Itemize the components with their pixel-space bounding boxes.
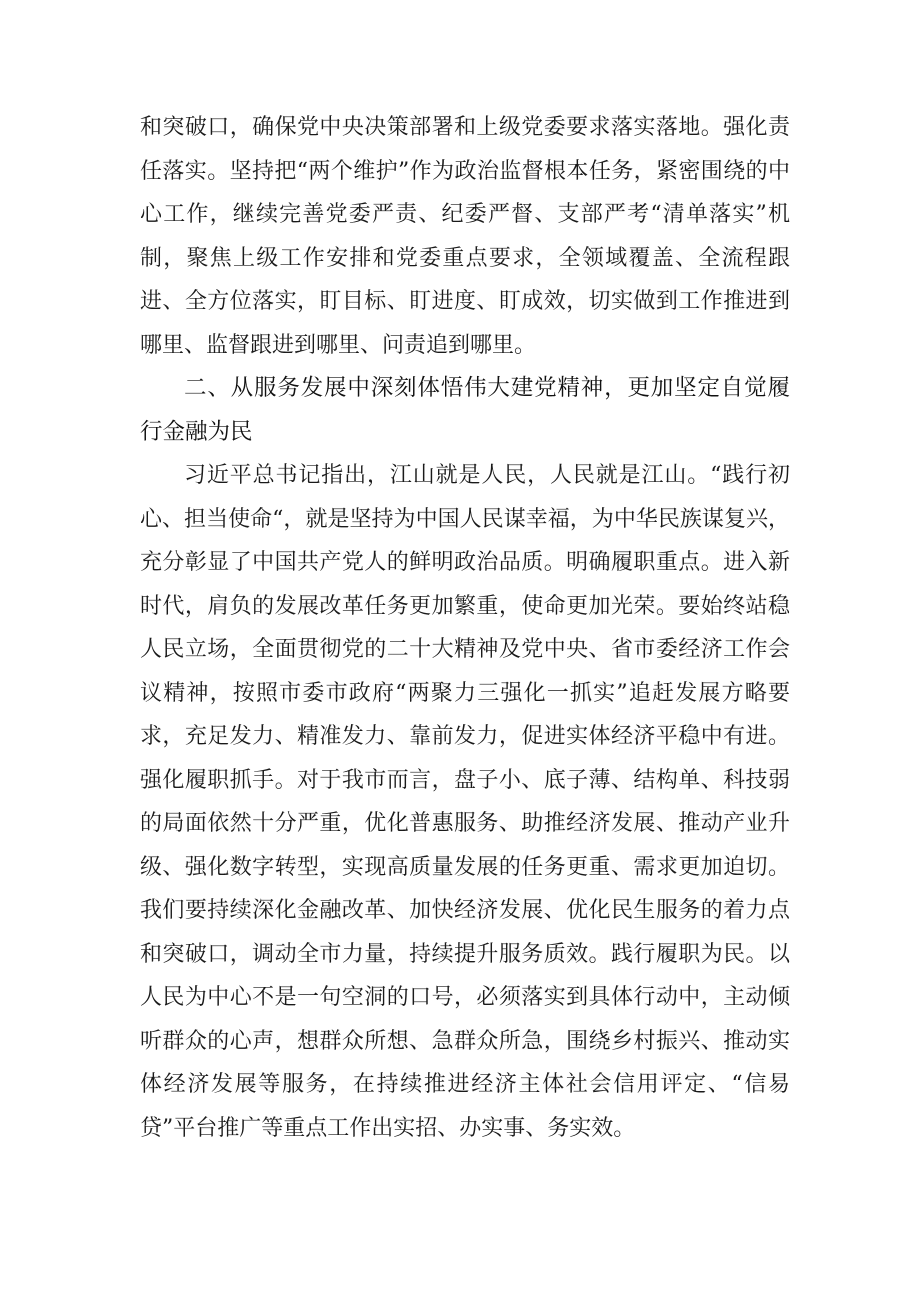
document-body: [140, 106, 790, 1150]
body-paragraph-continued: 和突破口，确保党中央决策部署和上级党委要求落实落地。强化责任落实。坚持把“两个维护”作为政治监督根本任务，紧密围绕的中心工作，继续完善党委严责、纪委严督、支部严考“清单落实”机制，聚焦上级工作安排和党委重点要求，全领域覆盖、全流程跟进、全方位落实，盯目标、盯进度、盯成效，切实做到工作推进到哪里、监督跟进到哪里、问责追到哪里。: [140, 115, 790, 358]
body-paragraph: 习近平总书记指出，江山就是人民，人民就是江山。“践行初心、担当使命“，就是坚持为中国人民谋幸福，为中华民族谋复兴，充分彰显了中国共产党人的鲜明政治品质。明确履职重点。进入新时代，肩负的发展改革任务更加繁重，使命更加光荣。要始终站稳人民立场，全面贯彻党的二十大精神及党中央、省市委经济工作会议精神，按照市委市政府“两聚力三强化一抓实”追赶发展方略要求，充足发力、精准发力、靠前发力，促进实体经济平稳中有进。强化履职抓手。对于我市而言，盘子小、底子薄、结构单、科技弱的局面依然十分严重，优化普惠服务、助推经济发展、推动产业升级、强化数字转型，实现高质量发展的任务更重、需求更加迫切。我们要持续深化金融改革、加快经济发展、优化民生服务的着力点和突破口，调动全市力量，持续提升服务质效。践行履职为民。以人民为中心不是一句空洞的口号，必须落实到具体行动中，主动倾听群众的心声，想群众所想、急群众所急，围绕乡村振兴、推动实体经济发展等服务，在持续推进经济主体社会信用评定、“信易贷”平台推广等重点工作出实招、办实事、务实效。: [140, 463, 790, 1141]
section-heading: 二、从服务发展中深刻体悟伟大建党精神，更加坚定自觉履行金融为民: [140, 375, 790, 445]
